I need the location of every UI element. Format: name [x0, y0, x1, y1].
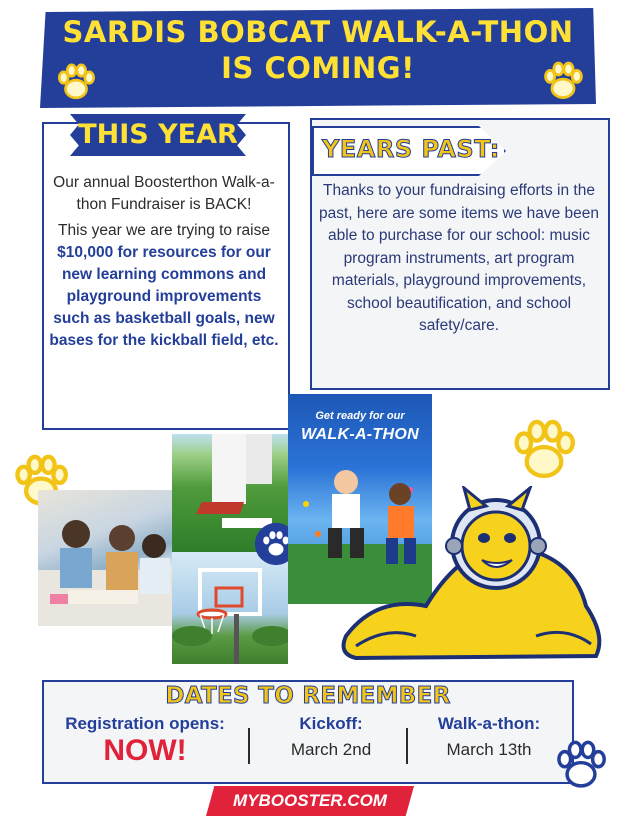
walkathon-value: March 13th [446, 740, 532, 759]
basketball-hoop-photo [172, 552, 288, 664]
dates-heading: DATES TO REMEMBER [165, 683, 451, 709]
kickoff-value: March 2nd [290, 740, 372, 759]
walkathon-label: Walk-a-thon: [437, 714, 541, 733]
this-year-intro: Our annual Boosterthon Walk-a-thon Fundraiser is BACK! [53, 174, 275, 213]
kickoff-label: Kickoff: [299, 714, 363, 733]
paw-print-icon [54, 60, 98, 104]
page-title [40, 14, 596, 86]
paw-print-icon [552, 736, 610, 794]
date-divider [248, 728, 250, 764]
paw-print-icon [508, 414, 580, 486]
this-year-body [48, 172, 280, 352]
title-line-1: SARDIS BOBCAT WALK-A-THON [62, 15, 574, 49]
kids-classroom-photo [38, 490, 172, 626]
paw-print-icon [540, 58, 586, 104]
registration-value: NOW! [103, 734, 187, 767]
mybooster-link[interactable]: MYBOOSTER.COM [233, 791, 387, 810]
date-divider [406, 728, 408, 764]
title-line-2: IS COMING! [221, 51, 415, 85]
years-past-body: Thanks to your fundraising efforts in the past, here are some items we have been able to purchase for our school: music program instruments, art program materials, playground improvements, school beautification, and school safety/care. [318, 182, 599, 334]
registration-label: Registration opens: [65, 714, 225, 733]
years-past-heading: YEARS PAST: [322, 135, 500, 163]
goal-prefix: This year we are trying to raise [58, 222, 270, 239]
bobcat-mascot-illustration [336, 486, 617, 662]
poster-tagline: Get ready for our [315, 410, 405, 422]
goal-highlight: $10,000 for resources for our new learning commons and playground improvements such as basketball goals, new bases for the kickball field, etc. [49, 244, 279, 349]
poster-headline: WALK-A-THON [301, 426, 419, 443]
this-year-heading: THIS YEAR [78, 119, 238, 150]
this-year-goal [48, 220, 280, 352]
